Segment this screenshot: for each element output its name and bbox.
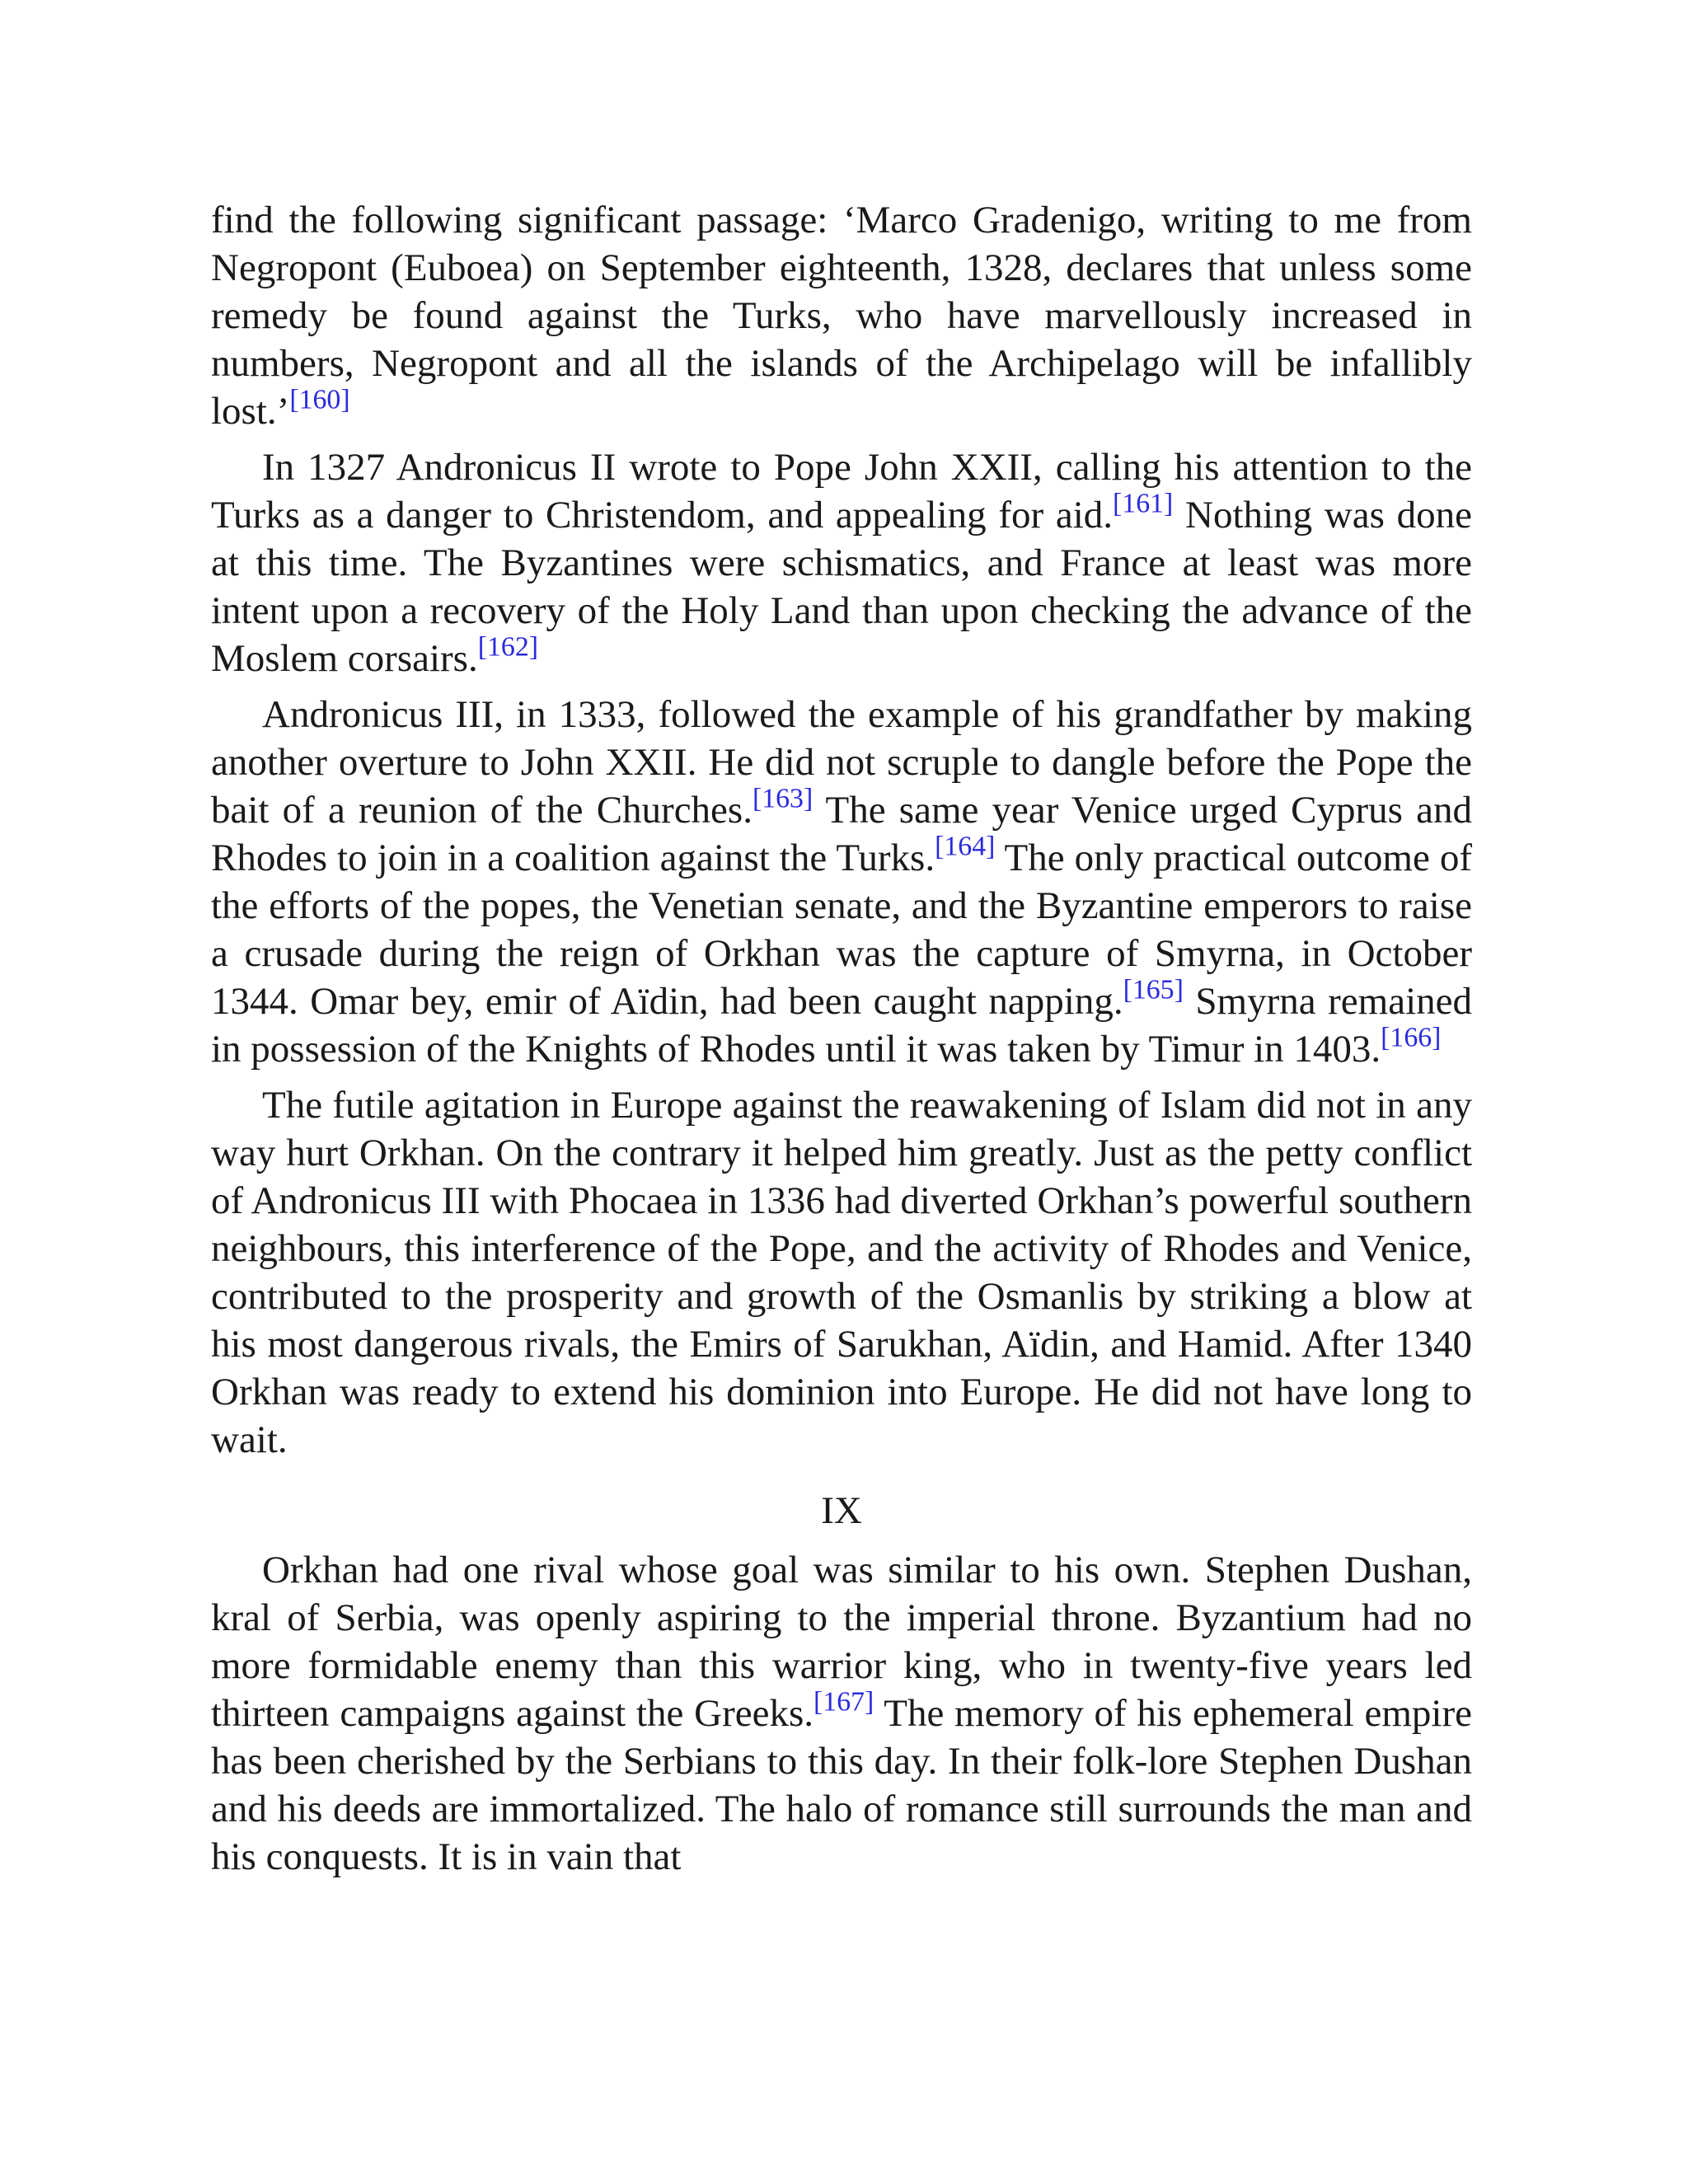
paragraph-text: The only practical outcome of the efforts of the popes, the Venetian senate, and the Byzantine emperors to raise a crusade during the reign of Orkhan was the capture of Smyrna, in October 1344. Omar bey, emir of Aïdin, had been caught napping. bbox=[211, 837, 1472, 1023]
footnote-link[interactable]: [166] bbox=[1381, 1022, 1442, 1053]
paragraph-text: Nothing was done at this time. The Byzantines were schismatics, and France at least was more intent upon a recovery of the Holy Land than upon checking the advance of the Moslem corsairs. bbox=[211, 494, 1472, 680]
paragraph-text: In 1327 Andronicus II wrote to Pope John XXII, calling his attention to the Turks as a danger to Christendom, and appealing for aid. bbox=[211, 446, 1472, 537]
body-paragraph bbox=[211, 443, 1472, 682]
paragraph-text: The futile agitation in Europe against the reawakening of Islam did not in any way hurt Orkhan. On the contrary it helped him greatly. Just as the petty conflict of Andronicus III with Phocaea in 1336 had diverted Orkhan’s powerful southern neighbours, this interference of the Pope, and the activity of Rhodes and Venice, contributed to the prosperity and growth of the Osmanlis by striking a blow at his most dangerous rivals, the Emirs of Sarukhan, Aïdin, and Hamid. After 1340 Orkhan was ready to extend his dominion into Europe. He did not have long to wait. bbox=[211, 1084, 1472, 1461]
footnote-link[interactable]: [164] bbox=[935, 831, 996, 862]
body-paragraph bbox=[211, 691, 1472, 1073]
paragraph-text: Andronicus III, in 1333, followed the example of his grandfather by making another overture to John XXII. He did not scruple to dangle before the Pope the bait of a reunion of the Churches. bbox=[211, 693, 1472, 832]
footnote-link[interactable]: [160] bbox=[289, 384, 350, 415]
footnote-link[interactable]: [165] bbox=[1123, 974, 1184, 1005]
footnote-link[interactable]: [162] bbox=[477, 631, 539, 663]
paragraph-text: The memory of his ephemeral empire has been cherished by the Serbians to this day. In their folk-lore Stephen Dushan and his deeds are immortalized. The halo of romance still surrounds the man and his conquests. It is in vain that bbox=[211, 1692, 1472, 1878]
body-paragraph bbox=[211, 196, 1472, 435]
paragraph-text: find the following significant passage: ‘Marco Gradenigo, writing to me from Negropont (Euboea) on September eighteenth, 1328, declares that unless some remedy be found against the Turks, who have marvellously increased in numbers, Negropont and all the islands of the Archipelago will be infallibly lost.’ bbox=[211, 199, 1472, 433]
paragraph-text: The same year Venice urged Cyprus and Rhodes to join in a coalition against the Turks. bbox=[211, 789, 1472, 879]
footnote-link[interactable]: [167] bbox=[814, 1686, 874, 1718]
paragraph-text: Orkhan had one rival whose goal was similar to his own. Stephen Dushan, kral of Serbia, was openly aspiring to the imperial throne. Byzantium had no more formidable enemy than this warrior king, who in twenty-five years led thirteen campaigns against the Greeks. bbox=[211, 1549, 1472, 1735]
body-paragraph bbox=[211, 1081, 1472, 1464]
section-heading: IX bbox=[821, 1489, 862, 1532]
body-paragraph bbox=[211, 1546, 1472, 1881]
paragraph-text: Smyrna remained in possession of the Knights of Rhodes until it was taken by Timur in 1403. bbox=[211, 980, 1472, 1071]
footnote-link[interactable]: [161] bbox=[1113, 488, 1174, 519]
book-page bbox=[211, 196, 1472, 1889]
footnote-link[interactable]: [163] bbox=[752, 783, 814, 814]
